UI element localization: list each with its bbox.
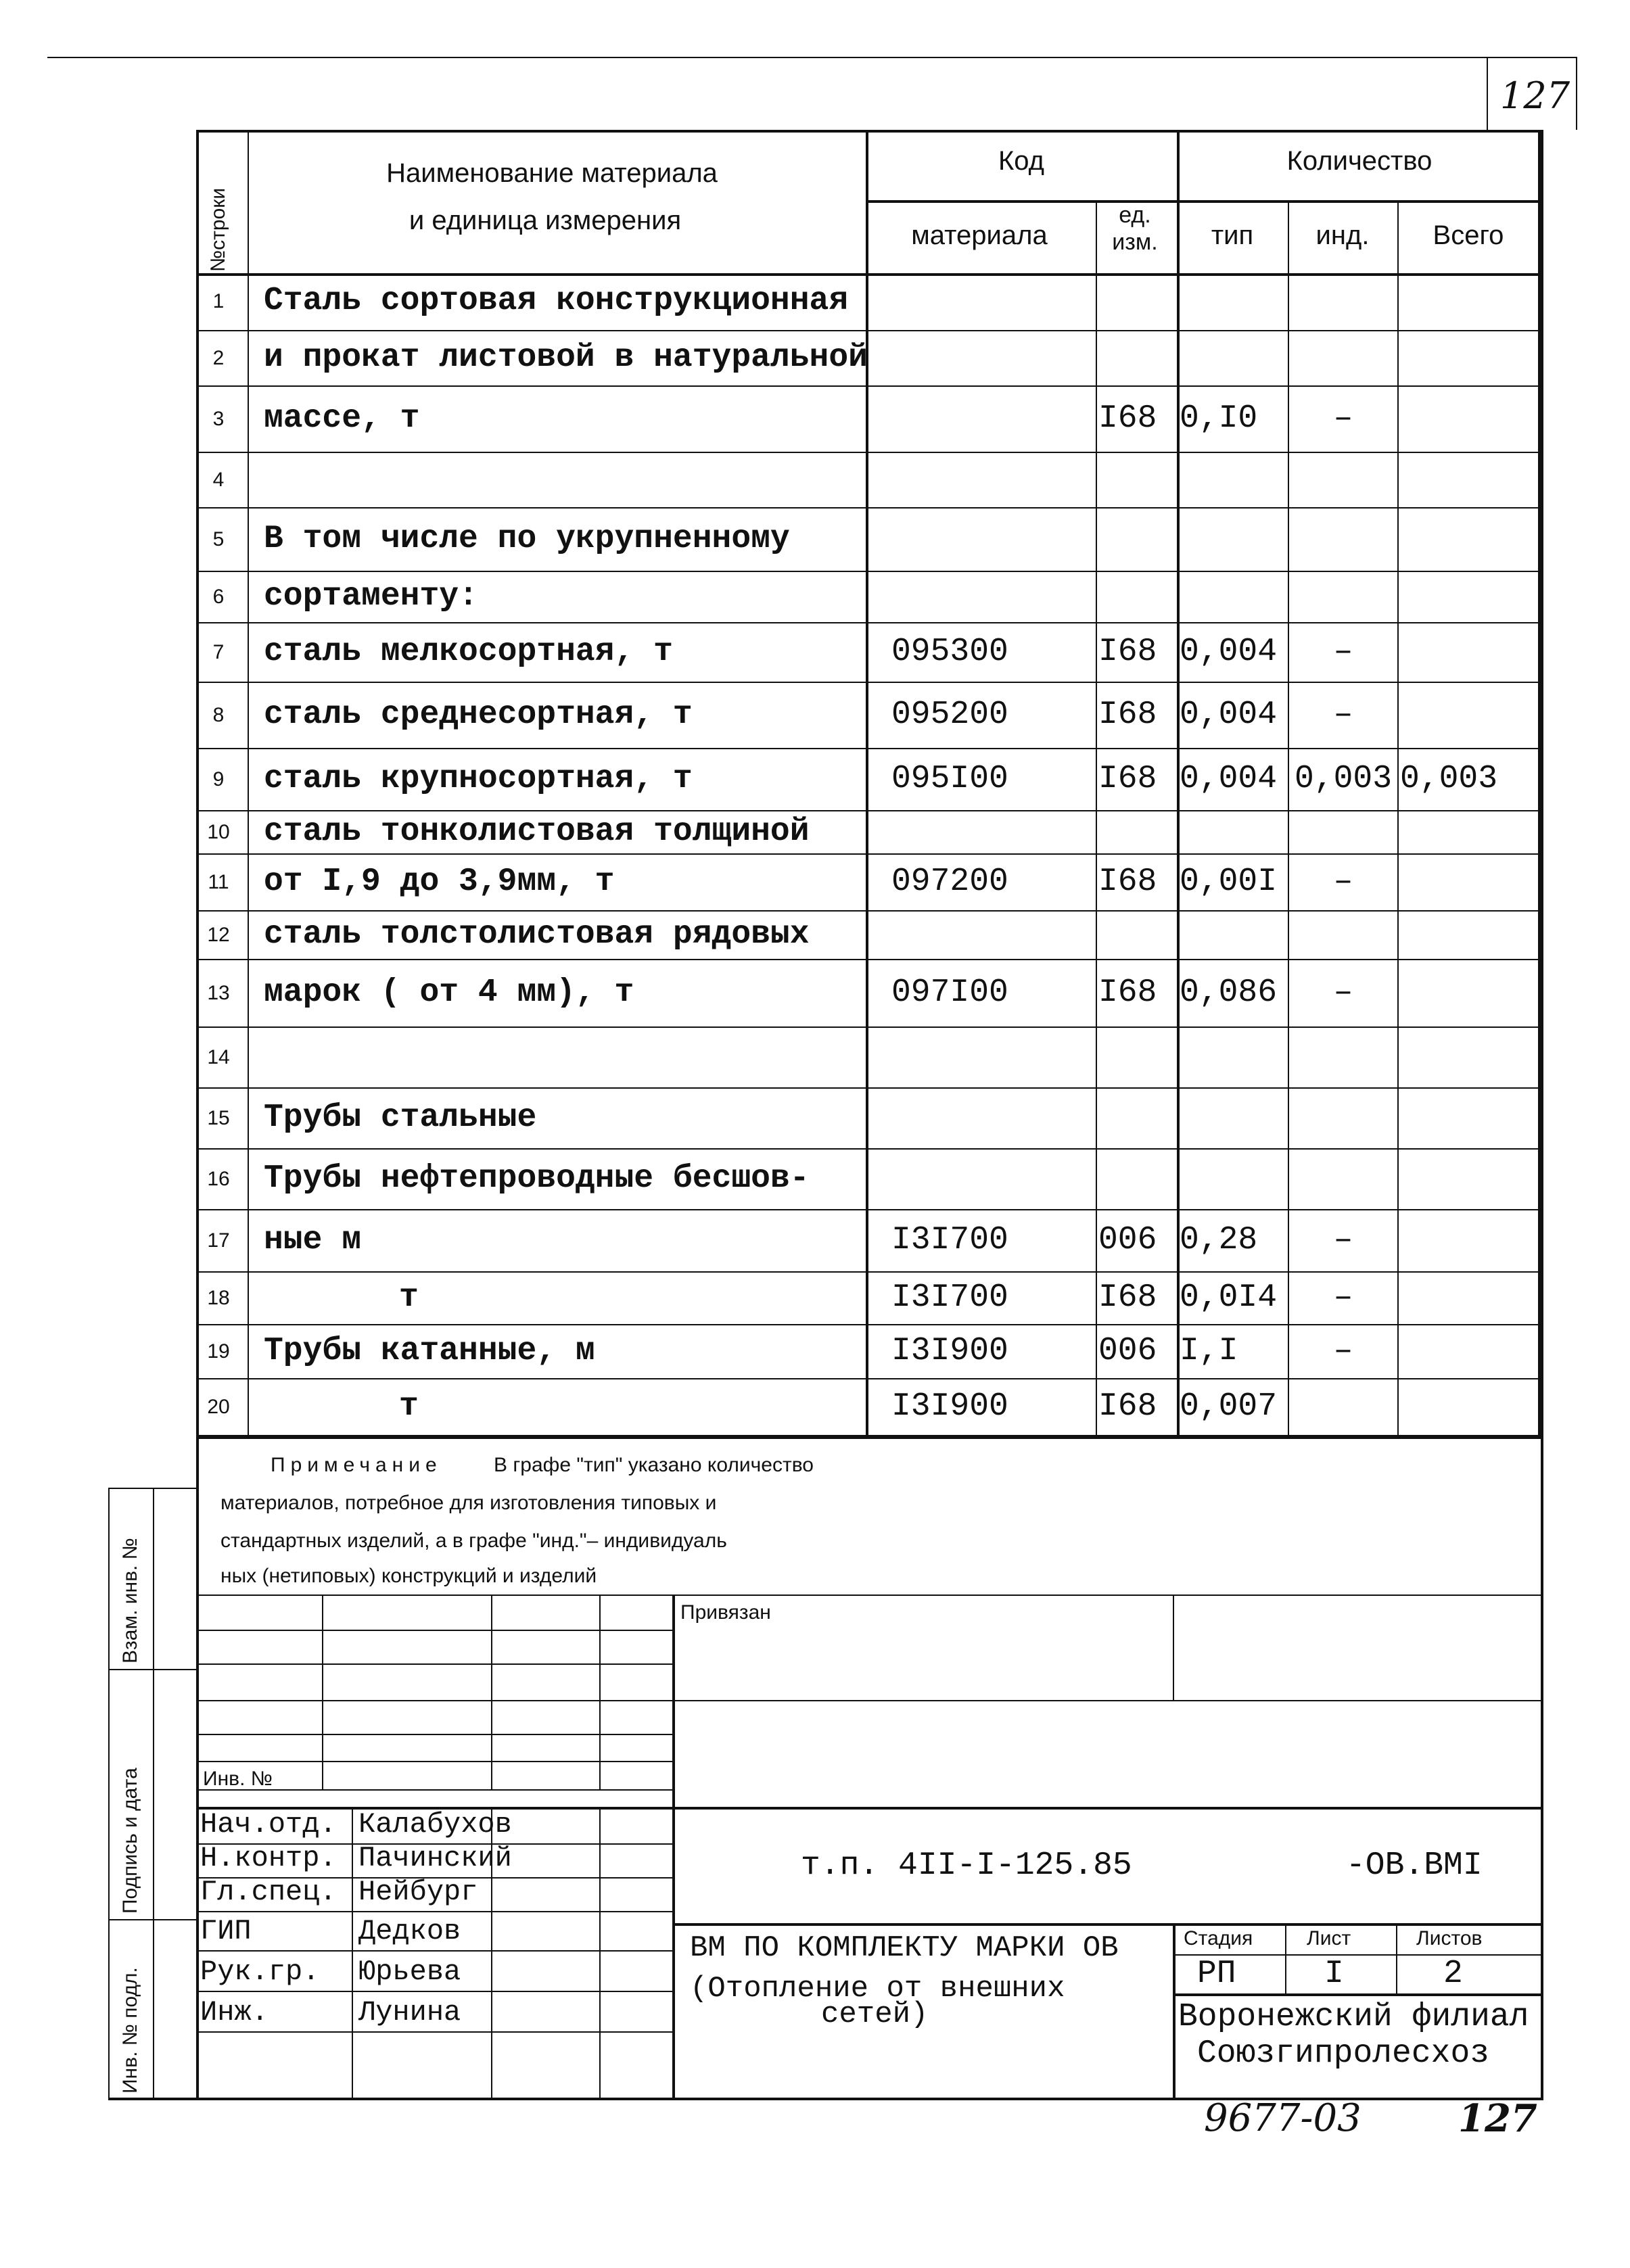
page-number: 127	[1500, 74, 1570, 117]
row-number: 4	[212, 469, 225, 491]
side-strip-inner	[153, 1488, 154, 2098]
footer-page-number: 127	[1458, 2096, 1537, 2141]
unit-code: I68	[1098, 1279, 1157, 1316]
staff-row-line	[196, 1991, 672, 1992]
qty-type: 0,086	[1180, 974, 1278, 1011]
material-code: 097200	[891, 864, 1008, 900]
title-line1: ВМ ПО КОМПЛЕКТУ МАРКИ ОВ	[690, 1931, 1119, 1965]
qty-type-header: тип	[1211, 220, 1254, 250]
side-vzam-label: Взам. инв. №	[119, 1538, 141, 1663]
material-name: ные м	[264, 1222, 362, 1258]
stamp-row-d	[196, 1734, 672, 1735]
material-name: сталь тонколистовая толщиной	[264, 813, 810, 850]
note-line3: стандартных изделий, а в графе "инд."– индивидуаль	[220, 1530, 727, 1552]
material-name: от I,9 до 3,9мм, т	[264, 864, 615, 900]
table-row	[196, 749, 1543, 811]
unit-code: 006	[1098, 1222, 1157, 1258]
table-row	[196, 1089, 1543, 1150]
table-row	[196, 387, 1543, 453]
qty-type: 0,00I	[1180, 864, 1278, 900]
table-row	[196, 960, 1543, 1028]
staff-role: ГИП	[200, 1915, 252, 1947]
side-strip-divider-2	[108, 1919, 196, 1920]
code-material-header: материала	[911, 220, 1048, 250]
code-header: Код	[998, 146, 1044, 176]
side-strip-divider-1	[108, 1669, 196, 1670]
material-name: Трубы стальные	[264, 1100, 537, 1136]
unit-code: I68	[1098, 761, 1157, 797]
unit-code: 006	[1098, 1333, 1157, 1369]
staff-col-sign	[599, 1807, 601, 2098]
material-code: I3I700	[891, 1222, 1008, 1258]
row-number: 8	[212, 704, 225, 726]
material-name: т	[399, 1388, 419, 1425]
sheet-label: Лист	[1307, 1927, 1351, 1950]
qty-ind: –	[1333, 1333, 1353, 1369]
staff-name: Дедков	[358, 1915, 461, 1947]
row-number: 9	[212, 768, 225, 790]
row-number: 6	[212, 586, 225, 608]
side-strip-outer	[108, 1488, 110, 2098]
unit-code: I68	[1098, 974, 1157, 1011]
side-inv-podl-label: Инв. № подл.	[119, 1967, 141, 2094]
row-number: 2	[212, 347, 225, 369]
qty-ind: –	[1333, 400, 1353, 437]
table-row	[196, 683, 1543, 749]
quantity-header: Количество	[1286, 146, 1433, 176]
side-strip-top	[108, 1488, 196, 1489]
qty-ind-header: инд.	[1315, 220, 1370, 250]
table-row	[196, 331, 1543, 387]
row-number: 17	[207, 1229, 230, 1252]
row-number: 14	[207, 1046, 230, 1068]
stamp-row-c	[196, 1700, 1543, 1701]
table-row	[196, 623, 1543, 683]
staff-role: Н.контр.	[200, 1842, 337, 1874]
qty-ind: 0,003	[1294, 761, 1393, 797]
title-line2: (Отопление от внешних	[690, 1972, 1065, 2006]
row-number-header: №строки	[207, 187, 229, 272]
sheets-value: 2	[1443, 1956, 1463, 1992]
table-row	[196, 572, 1543, 623]
qty-ind: –	[1333, 864, 1353, 900]
staff-name: Юрьева	[358, 1956, 461, 1988]
unit-code: I68	[1098, 864, 1157, 900]
material-code: I3I900	[891, 1388, 1008, 1425]
row-number: 15	[207, 1107, 230, 1129]
table-row	[196, 855, 1543, 912]
material-name: Сталь сортовая конструкционная	[264, 283, 849, 319]
material-name: и прокат листовой в натуральной	[264, 339, 868, 376]
qty-ind: –	[1333, 634, 1353, 670]
qty-ind: –	[1333, 974, 1353, 1011]
qty-type: 0,004	[1180, 761, 1278, 797]
table-bottom-line	[196, 1436, 1543, 1439]
staff-col-name	[491, 1807, 492, 2098]
material-code: 095300	[891, 634, 1008, 670]
row-number: 16	[207, 1168, 230, 1190]
table-row	[196, 1325, 1543, 1379]
name-header-line1: Наименование материала	[386, 158, 718, 188]
stamp-row-e	[196, 1761, 672, 1762]
privyazan-divider	[1173, 1594, 1174, 1700]
note-label: Примечание	[271, 1454, 442, 1476]
staff-role: Гл.спец.	[200, 1876, 337, 1908]
org-line2: Союзгипролесхоз	[1197, 2035, 1490, 2072]
note-line4: ных (нетиповых) конструкций и изделий	[220, 1565, 597, 1587]
qty-total-header: Всего	[1433, 220, 1504, 250]
stage-value: РП	[1197, 1956, 1236, 1992]
note-bottom-line	[196, 1594, 1543, 1596]
row-number: 5	[212, 528, 225, 550]
staff-name: Калабухов	[358, 1808, 512, 1841]
stage-block-left	[1173, 1923, 1175, 2098]
qty-ind: –	[1333, 1279, 1353, 1316]
unit-code: I68	[1098, 400, 1157, 437]
qty-total: 0,003	[1400, 761, 1498, 797]
material-name: В том числе по укрупненному	[264, 521, 790, 557]
row-number: 11	[208, 871, 229, 893]
row-number: 13	[207, 982, 230, 1004]
code-unit-header: ед. изм.	[1112, 202, 1158, 255]
qty-type: 0,I0	[1180, 400, 1258, 437]
staff-role: Рук.гр.	[200, 1956, 320, 1988]
top-border-line	[47, 57, 1576, 58]
row-number: 1	[212, 290, 225, 312]
row-number: 7	[212, 641, 225, 663]
table-row	[196, 1150, 1543, 1210]
sheet-value: I	[1324, 1956, 1344, 1992]
stamp-col-1	[322, 1594, 323, 1789]
qty-type: 0,28	[1180, 1222, 1258, 1258]
table-row	[196, 1028, 1543, 1089]
header-mid-line	[866, 200, 1543, 203]
qty-ind: –	[1333, 1222, 1353, 1258]
row-number: 3	[212, 408, 225, 430]
staff-name: Пачинский	[358, 1842, 512, 1874]
side-podpis-label: Подпись и дата	[119, 1768, 141, 1914]
staff-name: Лунина	[358, 1996, 461, 2029]
staff-row-line	[196, 2031, 672, 2033]
material-code: I3I700	[891, 1279, 1008, 1316]
row-number: 20	[207, 1396, 230, 1418]
material-code: I3I900	[891, 1333, 1008, 1369]
title-line3: сетей)	[821, 1998, 929, 2031]
material-code: 095I00	[891, 761, 1008, 797]
material-name: сталь среднесортная, т	[264, 696, 693, 733]
table-row	[196, 811, 1543, 855]
material-name: массе, т	[264, 400, 420, 437]
privyazan-label: Привязан	[680, 1601, 771, 1624]
qty-type: 0,0I4	[1180, 1279, 1278, 1316]
name-header-line2: и единица измерения	[409, 206, 682, 235]
unit-code: I68	[1098, 1388, 1157, 1425]
stage-block-col-2	[1396, 1923, 1397, 1993]
qty-type: 0,004	[1180, 696, 1278, 733]
note-line2: материалов, потребное для изготовления типовых и	[220, 1492, 717, 1514]
material-name: сталь крупносортная, т	[264, 761, 693, 797]
page-number-box-left	[1487, 57, 1488, 130]
staff-role: Инж.	[200, 1996, 269, 2029]
stamp-row-b	[196, 1663, 672, 1665]
table-row	[196, 1210, 1543, 1273]
row-number: 19	[207, 1340, 230, 1363]
material-name: Трубы катанные, м	[264, 1333, 595, 1369]
material-name: сортаменту:	[264, 578, 478, 615]
stage-block-row-2	[1173, 1993, 1543, 1996]
table-row	[196, 912, 1543, 960]
material-code: 095200	[891, 696, 1008, 733]
stage-block-col-1	[1285, 1923, 1286, 1993]
staff-row-line	[196, 1950, 672, 1952]
row-number: 18	[207, 1287, 230, 1309]
material-name: Трубы нефтепроводные бесшов-	[264, 1160, 810, 1197]
qty-ind: –	[1333, 696, 1353, 733]
table-row	[196, 509, 1543, 572]
stage-label: Стадия	[1184, 1927, 1253, 1950]
material-name: сталь толстолистовая рядовых	[264, 916, 810, 953]
qty-type: 0,007	[1180, 1388, 1278, 1425]
sheets-label: Листов	[1416, 1927, 1483, 1950]
row-number: 12	[207, 924, 230, 946]
qty-type: I,I	[1180, 1333, 1238, 1369]
staff-name: Нейбург	[358, 1876, 478, 1908]
staff-col-role	[352, 1807, 353, 2098]
page-number-box-right	[1576, 57, 1577, 130]
org-line1: Воронежский филиал	[1178, 1999, 1529, 2035]
stamp-row-a	[196, 1630, 672, 1631]
material-name: марок ( от 4 мм), т	[264, 974, 634, 1011]
table-row	[196, 1379, 1543, 1436]
table-row	[196, 453, 1543, 509]
stamp-title-mid	[672, 1923, 1543, 1926]
unit-code: I68	[1098, 696, 1157, 733]
doc-code: т.п. 4II-I-125.85	[801, 1847, 1132, 1884]
qty-type: 0,004	[1180, 634, 1278, 670]
table-row	[196, 273, 1543, 331]
material-name: т	[399, 1279, 419, 1316]
material-code: 097I00	[891, 974, 1008, 1011]
stamp-col-2	[491, 1594, 492, 1789]
stamp-col-3	[599, 1594, 601, 1789]
row-number: 10	[207, 821, 230, 843]
staff-role: Нач.отд.	[200, 1808, 337, 1841]
doc-suffix: -ОВ.ВМI	[1346, 1847, 1483, 1884]
note-line1: В графе "тип" указано количество	[494, 1454, 814, 1476]
staff-row-line	[196, 1911, 672, 1912]
table-row	[196, 1273, 1543, 1325]
stamp-col-main	[672, 1594, 675, 2098]
unit-code: I68	[1098, 634, 1157, 670]
inv-no-label: Инв. №	[203, 1768, 273, 1790]
material-name: сталь мелкосортная, т	[264, 634, 673, 670]
archive-number: 9677-03	[1204, 2096, 1361, 2140]
